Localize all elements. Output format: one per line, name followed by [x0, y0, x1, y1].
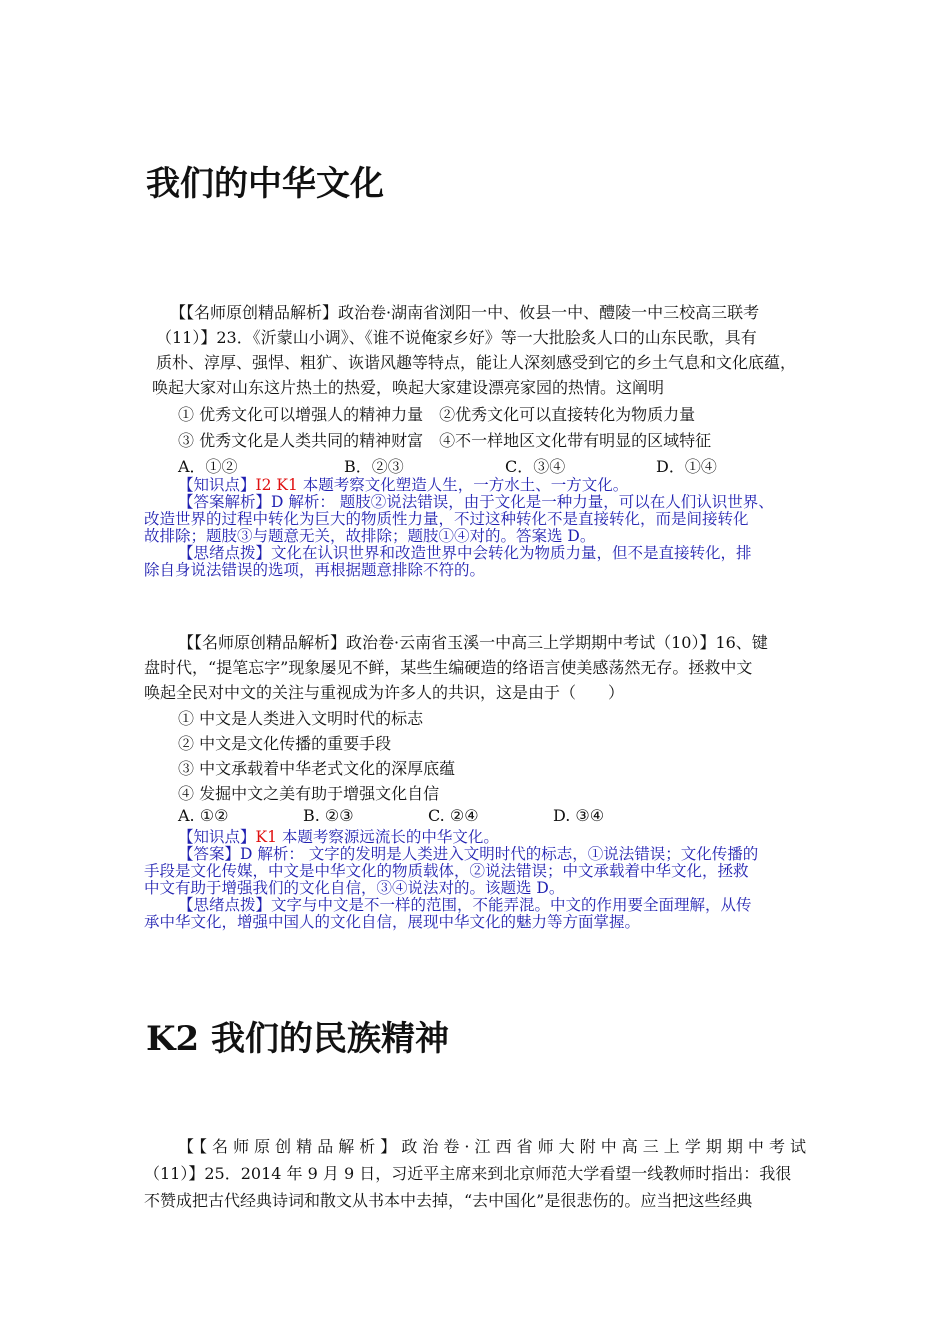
tip-line: 承中华文化，增强中国人的文化自信，展现中华文化的魅力等方面掌握。 [144, 913, 641, 931]
statement: ④ 发掘中文之美有助于增强文化自信 [178, 784, 440, 803]
option-d: D．①④ [656, 457, 717, 476]
statement: ③ 中文承载着中华老式文化的深厚底蕴 [178, 759, 456, 778]
option-c: C. ②④ [428, 806, 479, 825]
question-line: 质朴、淳厚、强悍、粗犷、诙谐风趣等特点，能让人深刻感受到它的乡土气息和文化底蕴， [156, 353, 797, 372]
answer-line: 故排除；题肢③与题意无关，故排除；题肢①④对的。答案选 D。 [144, 527, 596, 545]
answer-line: 改造世界的过程中转化为巨大的物质性力量，不过这种转化不是直接转化，而是间接转化 [144, 510, 749, 528]
question-line: 【【名师原创精品解析】政治卷·江西省师大附中高三上学期期中考试 [178, 1137, 806, 1156]
option-a: A. ①② [178, 806, 229, 825]
section-title: K2 我们的民族精神 [146, 1019, 450, 1059]
option-d: D. ③④ [553, 806, 605, 825]
knowledge-label: 【知识点】 [178, 476, 256, 494]
statement: ③ 优秀文化是人类共同的精神财富 ④不一样地区文化带有明显的区域特征 [178, 431, 712, 450]
answer-line: 【答案】D 解析： 文字的发明是人类进入文明时代的标志，①说法错误；文化传播的 [178, 845, 759, 863]
option-a: A．①② [178, 457, 238, 476]
option-b: B．②③ [344, 457, 404, 476]
knowledge-code: I2 K1 [255, 476, 298, 494]
answer-line: 手段是文化传媒，中文是中华文化的物质载体，②说法错误；中文承载着中华文化，拯救 [144, 862, 749, 880]
statement: ① 中文是人类进入文明时代的标志 [178, 709, 424, 728]
statement: ② 中文是文化传播的重要手段 [178, 734, 392, 753]
tip-line: 除自身说法错误的选项，再根据题意排除不符的。 [144, 561, 486, 579]
question-line: 不赞成把古代经典诗词和散文从书本中去掉，“去中国化”是很悲伤的。应当把这些经典 [144, 1191, 753, 1210]
option-b: B. ②③ [303, 806, 354, 825]
tip-line: 【思绪点拨】文化在认识世界和改造世界中会转化为物质力量，但不是直接转化，排 [178, 544, 752, 562]
knowledge-text: 本题考察源远流长的中华文化。 [276, 828, 499, 846]
statement: ① 优秀文化可以增强人的精神力量 ②优秀文化可以直接转化为物质力量 [178, 405, 696, 424]
knowledge-point [178, 829, 499, 846]
question-line: （11）】25．2014 年 9 月 9 日，习近平主席来到北京师范大学看望一线教师时指出：我很 [144, 1164, 792, 1183]
question-line: 唤起大家对山东这片热土的热爱，唤起大家建设漂亮家园的热情。这阐明 [152, 378, 665, 397]
question-line: 唤起全民对中文的关注与重视成为许多人的共识，这是由于（ ） [144, 683, 625, 702]
question-line: 【【名师原创精品解析】政治卷·云南省玉溪一中高三上学期期中考试（10）】16、键 [178, 633, 768, 652]
knowledge-text: 本题考察文化塑造人生，一方水土、一方文化。 [297, 476, 629, 494]
section-title: 我们的中华文化 [146, 164, 384, 204]
knowledge-point [178, 477, 628, 494]
answer-line: 中文有助于增强我们的文化自信，③④说法对的。该题选 D。 [144, 879, 565, 897]
knowledge-label: 【知识点】 [178, 828, 256, 846]
answer-line: 【答案解析】D 解析： 题肢②说法错误，由于文化是一种力量，可以在人们认识世界、 [178, 493, 774, 511]
question-line: 盘时代，“提笔忘字”现象屡见不鲜，某些生编硬造的络语言使美感荡然无存。拯救中文 [144, 658, 753, 677]
option-c: C．③④ [505, 457, 566, 476]
question-line: （11）】23．《沂蒙山小调》、《谁不说俺家乡好》等一大批脍炙人口的山东民歌，具有 [156, 328, 757, 347]
tip-line: 【思绪点拨】文字与中文是不一样的范围，不能弄混。中文的作用要全面理解，从传 [178, 896, 752, 914]
question-line: 【【名师原创精品解析】政治卷·湖南省浏阳一中、攸县一中、醴陵一中三校高三联考 [170, 303, 760, 322]
knowledge-code: K1 [255, 828, 277, 846]
